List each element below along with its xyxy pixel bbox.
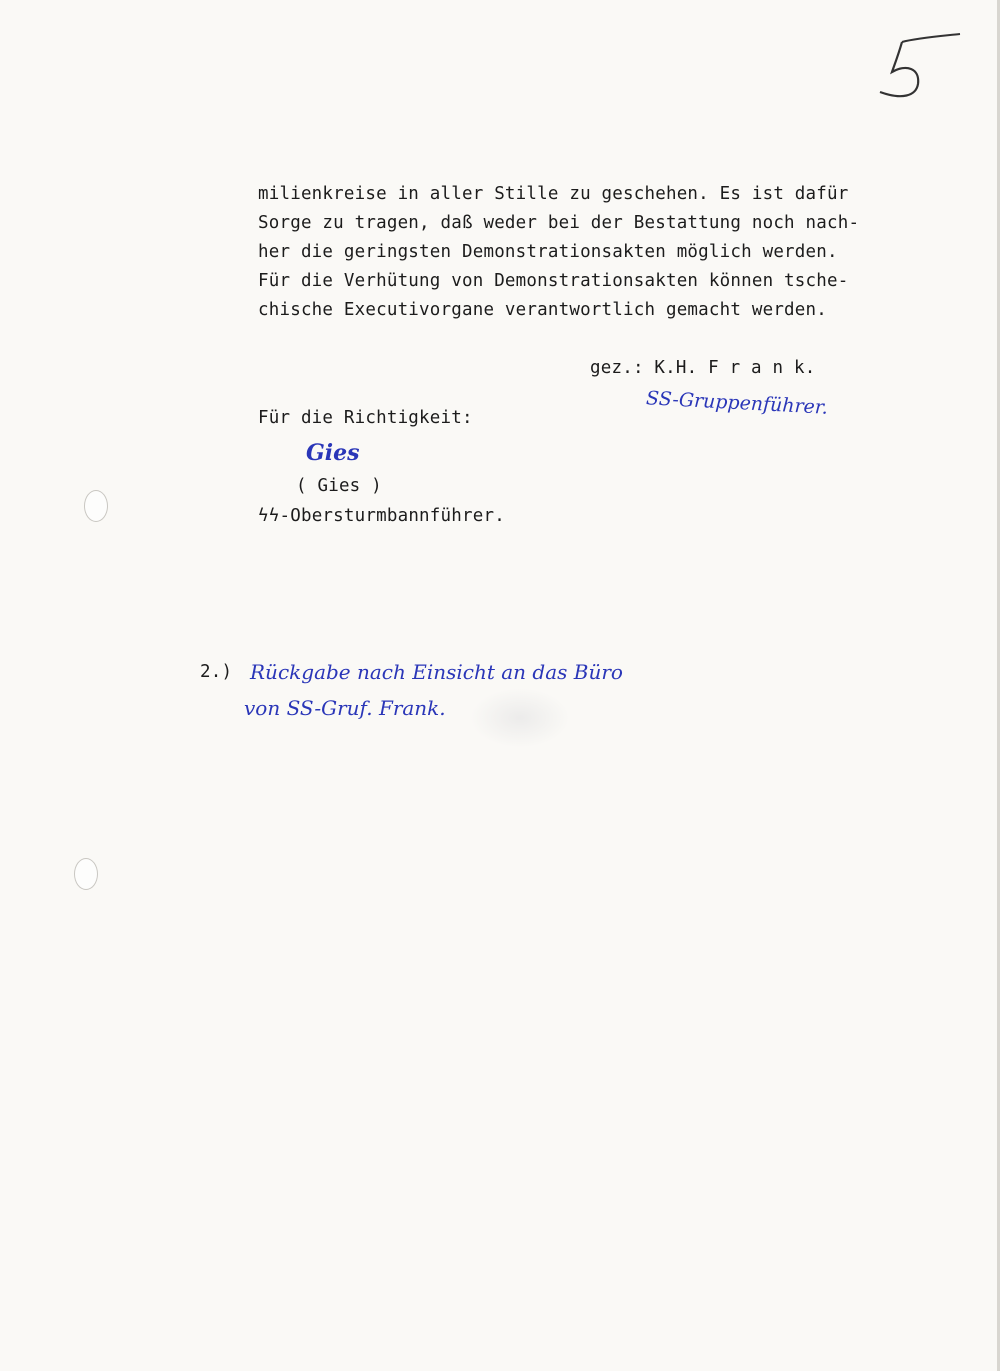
punch-hole-upper <box>84 490 108 522</box>
folio-number <box>872 28 962 108</box>
certification-rank-line <box>258 506 505 526</box>
certification-rank: -Obersturmbannführer. <box>279 506 505 526</box>
ink-blot <box>470 688 570 748</box>
body-line-1: milienkreise in aller Stille zu geschehen. Es ist dafür <box>258 184 849 204</box>
certification-name: ( Gies ) <box>296 476 382 496</box>
punch-hole-lower <box>74 858 98 890</box>
certification-signature: Gies <box>306 440 360 466</box>
body-line-2: Sorge zu tragen, daß weder bei der Bestattung noch nach- <box>258 213 860 233</box>
body-line-4: Für die Verhütung von Demonstrationsakten können tsche- <box>258 271 849 291</box>
ss-runes: ϟϟ <box>258 506 280 526</box>
folio-number-drawing <box>872 28 962 108</box>
item-2-number: 2.) <box>200 662 233 682</box>
certification-label: Für die Richtigkeit: <box>258 408 473 428</box>
item-2-handwritten-line-1: Rückgabe nach Einsicht an das Büro <box>250 660 623 684</box>
signed-rank-handwritten: SS-Gruppenführer. <box>645 387 829 419</box>
body-line-3: her die geringsten Demonstrationsakten möglich werden. <box>258 242 838 262</box>
item-2-handwritten-line-2: von SS-Gruf. Frank. <box>244 696 446 720</box>
signed-line: gez.: K.H. F r a n k. <box>590 358 816 378</box>
body-line-5: chische Executivorgane verantwortlich gemacht werden. <box>258 300 828 320</box>
